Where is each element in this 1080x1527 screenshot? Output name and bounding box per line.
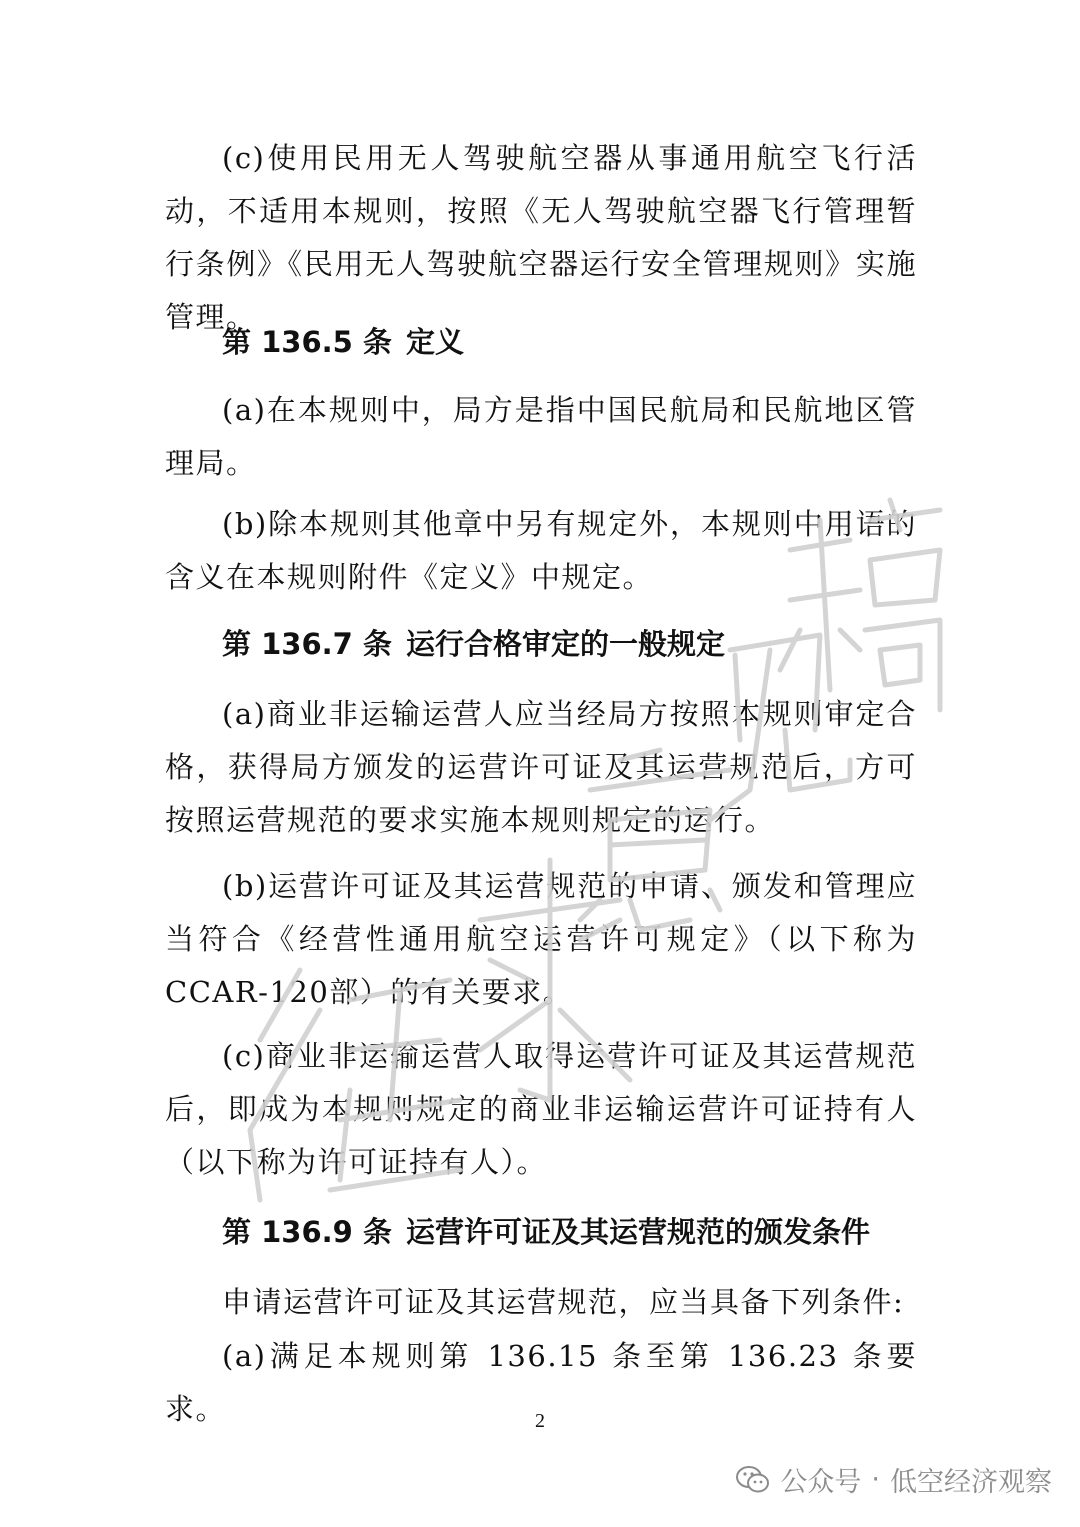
- section-number: 第 136.5 条: [222, 325, 392, 359]
- section-title: 定义: [405, 325, 464, 359]
- paragraph-certification-b: (b)运营许可证及其运营规范的申请、颁发和管理应当符合《经营性通用航空运营许可规定》（以下称为 CCAR-120部）的有关要求。: [165, 869, 917, 1009]
- section-number: 第 136.9 条: [222, 1215, 392, 1249]
- footer-account-name: 低空经济观察: [890, 1467, 1052, 1498]
- footer-separator: ·: [871, 1464, 880, 1495]
- section-title: 运营许可证及其运营规范的颁发条件: [405, 1215, 870, 1249]
- section-number: 第 136.7 条: [222, 627, 392, 661]
- footer-brand[interactable]: [736, 1460, 1052, 1499]
- paragraph-certification-c: (c)商业非运输运营人取得运营许可证及其运营规范后，即成为本规则规定的商业非运输运营许可证持有人（以下称为许可证持有人）。: [165, 1039, 917, 1179]
- paragraph-scope-c: (c)使用民用无人驾驶航空器从事通用航空飞行活动，不适用本规则，按照《无人驾驶航空器飞行管理暂行条例》《民用无人驾驶航空器运行安全管理规则》实施管理。: [165, 141, 917, 334]
- footer-label: 公众号: [780, 1467, 862, 1498]
- section-heading-136-9: [222, 1212, 870, 1252]
- wechat-icon: [736, 1465, 770, 1495]
- paragraph-conditions-intro: 申请运营许可证及其运营规范，应当具备下列条件:: [222, 1285, 905, 1319]
- paragraph-definition-a: (a)在本规则中，局方是指中国民航局和民航地区管理局。: [165, 393, 917, 480]
- section-title: 运行合格审定的一般规定: [405, 627, 725, 661]
- paragraph-definition-b: (b)除本规则其他章中另有规定外，本规则中用语的含义在本规则附件《定义》中规定。: [165, 507, 917, 594]
- paragraph-conditions-a: (a)满足本规则第 136.15 条至第 136.23 条要求。: [165, 1339, 917, 1426]
- section-heading-136-5: [222, 322, 464, 362]
- paragraph-certification-a: (a)商业非运输运营人应当经局方按照本规则审定合格，获得局方颁发的运营许可证及其运营规范后，方可按照运营规范的要求实施本规则规定的运行。: [165, 697, 917, 837]
- page-number: 2: [535, 1410, 545, 1432]
- section-heading-136-7: [222, 624, 725, 664]
